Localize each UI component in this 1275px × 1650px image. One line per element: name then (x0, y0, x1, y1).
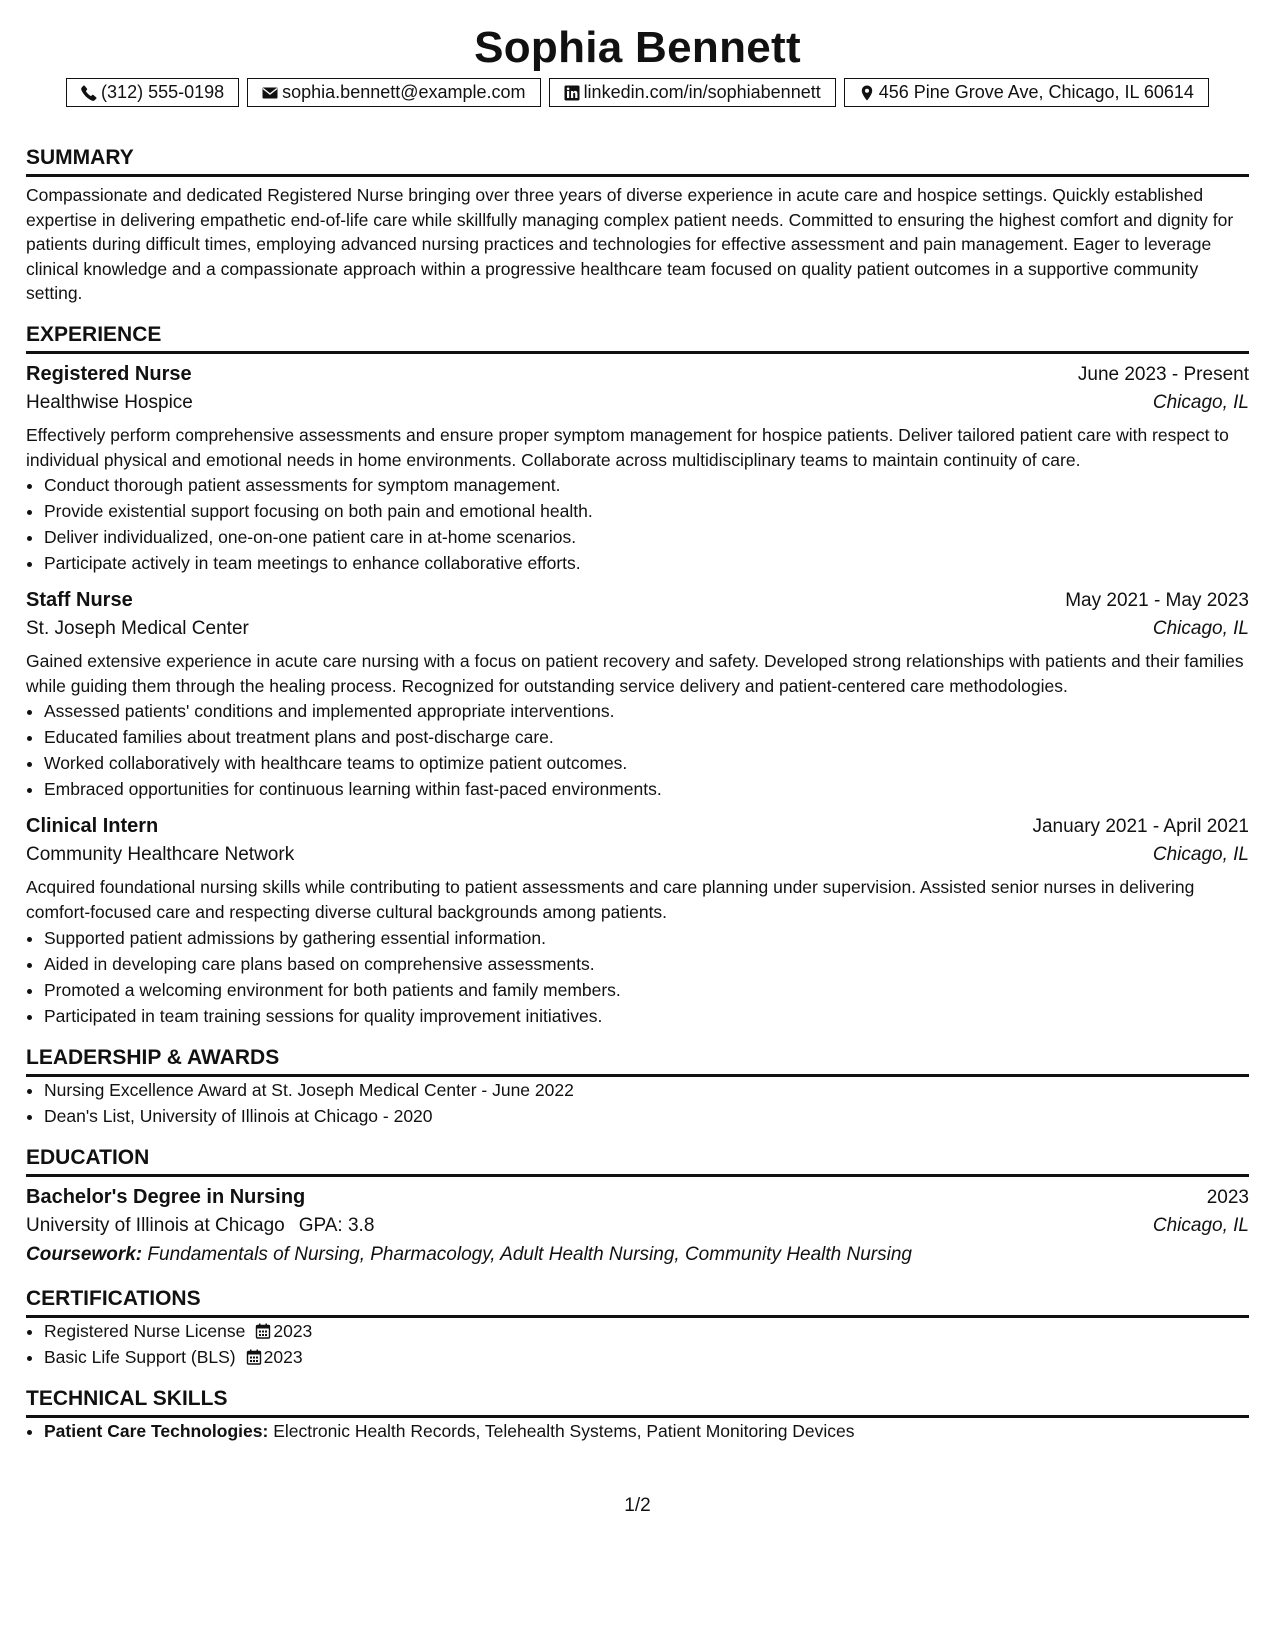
graduation-year: 2023 (1206, 1186, 1249, 1208)
envelope-icon (262, 85, 278, 101)
list-item (44, 1344, 1249, 1370)
phone-chip[interactable] (66, 78, 239, 107)
skills-section (26, 1386, 1249, 1444)
list-item (44, 1318, 1249, 1344)
list-item: • Provide existential support focusing on both pain and emotional health. (44, 498, 1249, 524)
skill-category: Patient Care Technologies: (44, 1420, 269, 1441)
list-item: • Participated in team training sessions for quality improvement initiatives. (44, 1003, 1249, 1029)
linkedin-icon (564, 85, 580, 101)
list-item: • Deliver individualized, one-on-one patient care in at-home scenarios. (44, 524, 1249, 550)
school-name: University of Illinois at Chicago (26, 1214, 285, 1236)
job-entry (26, 586, 1249, 802)
calendar-icon (246, 1349, 262, 1365)
job-role: Clinical Intern (26, 815, 159, 838)
degree: Bachelor's Degree in Nursing (26, 1185, 306, 1208)
page-number: 1/2 (624, 1495, 651, 1516)
awards-section (26, 1045, 1249, 1129)
certification-name: Basic Life Support (BLS) (44, 1346, 236, 1367)
job-location: Chicago, IL (1152, 618, 1249, 640)
school-location: Chicago, IL (1152, 1214, 1249, 1236)
candidate-name: Sophia Bennett (474, 23, 801, 72)
job-org: Community Healthcare Network (26, 844, 295, 866)
address-chip[interactable] (844, 78, 1209, 107)
job-org: Healthwise Hospice (26, 391, 193, 413)
experience-section (26, 322, 1249, 1029)
phone-icon (81, 85, 97, 101)
address-text: 456 Pine Grove Ave, Chicago, IL 60614 (878, 82, 1194, 102)
skill-values: Electronic Health Records, Telehealth Systems, Patient Monitoring Devices (273, 1420, 855, 1441)
experience-title: EXPERIENCE (26, 322, 1249, 354)
job-location: Chicago, IL (1152, 391, 1249, 413)
job-dates: January 2021 - April 2021 (1032, 816, 1249, 838)
certification-year: 2023 (263, 1346, 303, 1367)
list-item: • Educated families about treatment plans and post-discharge care. (44, 724, 1249, 750)
certifications-section (26, 1286, 1249, 1370)
job-bullets (26, 925, 1249, 1029)
summary-text: Compassionate and dedicated Registered Nurse bringing over three years of diverse experience in acute care and hospice settings. Quickly established expertise in delivering empathetic end-of-life care while skillfully managing complex patient needs. Committed to ensuring the highest comfort and dignity for patients during difficult times, employing advanced nursing practices and technologies for effective assessment and pain management. Eager to leverage clinical knowledge and a compassionate approach within a progressive healthcare team focused on quality patient outcomes in a supportive community setting. (26, 185, 1234, 304)
map-pin-icon (859, 85, 875, 101)
email-chip[interactable] (247, 78, 540, 107)
education-section (26, 1145, 1249, 1270)
awards-title: LEADERSHIP & AWARDS (26, 1045, 1249, 1077)
list-item (44, 1418, 1249, 1444)
email-text: sophia.bennett@example.com (282, 82, 526, 102)
list-item: • Assessed patients' conditions and implemented appropriate interventions. (44, 698, 1249, 724)
skills-title: TECHNICAL SKILLS (26, 1386, 1249, 1418)
job-role: Registered Nurse (26, 362, 192, 385)
job-bullets (26, 698, 1249, 802)
job-org: St. Joseph Medical Center (26, 618, 249, 640)
certifications-title: CERTIFICATIONS (26, 1286, 1249, 1318)
education-entry (26, 1183, 1249, 1270)
job-entry (26, 812, 1249, 1028)
certification-year: 2023 (273, 1320, 313, 1341)
job-dates: May 2021 - May 2023 (1065, 590, 1249, 612)
list-item: • Conduct thorough patient assessments for symptom management. (44, 472, 1249, 498)
job-location: Chicago, IL (1152, 844, 1249, 866)
list-item: • Aided in developing care plans based on comprehensive assessments. (44, 951, 1249, 977)
contact-bar (26, 78, 1249, 107)
certification-name: Registered Nurse License (44, 1320, 246, 1341)
coursework-label: Coursework: (26, 1243, 143, 1265)
linkedin-chip[interactable] (549, 78, 836, 107)
list-item: • Dean's List, University of Illinois at Chicago - 2020 (44, 1103, 1249, 1129)
education-title: EDUCATION (26, 1145, 1249, 1177)
job-role: Staff Nurse (26, 589, 133, 612)
coursework (26, 1240, 1249, 1270)
gpa: GPA: 3.8 (298, 1214, 375, 1236)
job-dates: June 2023 - Present (1077, 363, 1249, 385)
phone-text: (312) 555-0198 (101, 82, 225, 102)
skills-list (26, 1418, 1249, 1444)
awards-list (26, 1077, 1249, 1129)
list-item: • Participate actively in team meetings to enhance collaborative efforts. (44, 550, 1249, 576)
list-item: • Promoted a welcoming environment for both patients and family members. (44, 977, 1249, 1003)
coursework-list: Fundamentals of Nursing, Pharmacology, Adult Health Nursing, Community Health Nursing (147, 1243, 912, 1265)
job-description: Effectively perform comprehensive assessments and ensure proper symptom management for hospice patients. Deliver tailored patient care with respect to individual physical and emotional needs in home environments. Collaborate across multidisciplinary teams to maintain continuity of care. (26, 424, 1229, 470)
job-description: Gained extensive experience in acute care nursing with a focus on patient recovery and safety. Developed strong relationships with patients and their families while guiding them through the healing process. Recognized for outstanding service delivery and patient-centered care methodologies. (26, 651, 1244, 696)
linkedin-text: linkedin.com/in/sophiabennett (583, 82, 821, 102)
list-item: • Worked collaboratively with healthcare teams to optimize patient outcomes. (44, 750, 1249, 776)
school-line (26, 1212, 374, 1240)
job-entry (26, 360, 1249, 576)
summary-title: SUMMARY (26, 145, 1249, 177)
calendar-icon (255, 1323, 271, 1339)
list-item: • Nursing Excellence Award at St. Joseph Medical Center - June 2022 (44, 1077, 1249, 1103)
summary-section (26, 145, 1249, 306)
job-description: Acquired foundational nursing skills while contributing to patient assessments and care planning under supervision. Assisted senior nurses in delivering comfort-focused care and respecting diverse cultural backgrounds among patients. (26, 877, 1195, 922)
job-bullets (26, 472, 1249, 576)
list-item: • Supported patient admissions by gathering essential information. (44, 925, 1249, 951)
certifications-list (26, 1318, 1249, 1370)
list-item: • Embraced opportunities for continuous learning within fast-paced environments. (44, 776, 1249, 802)
